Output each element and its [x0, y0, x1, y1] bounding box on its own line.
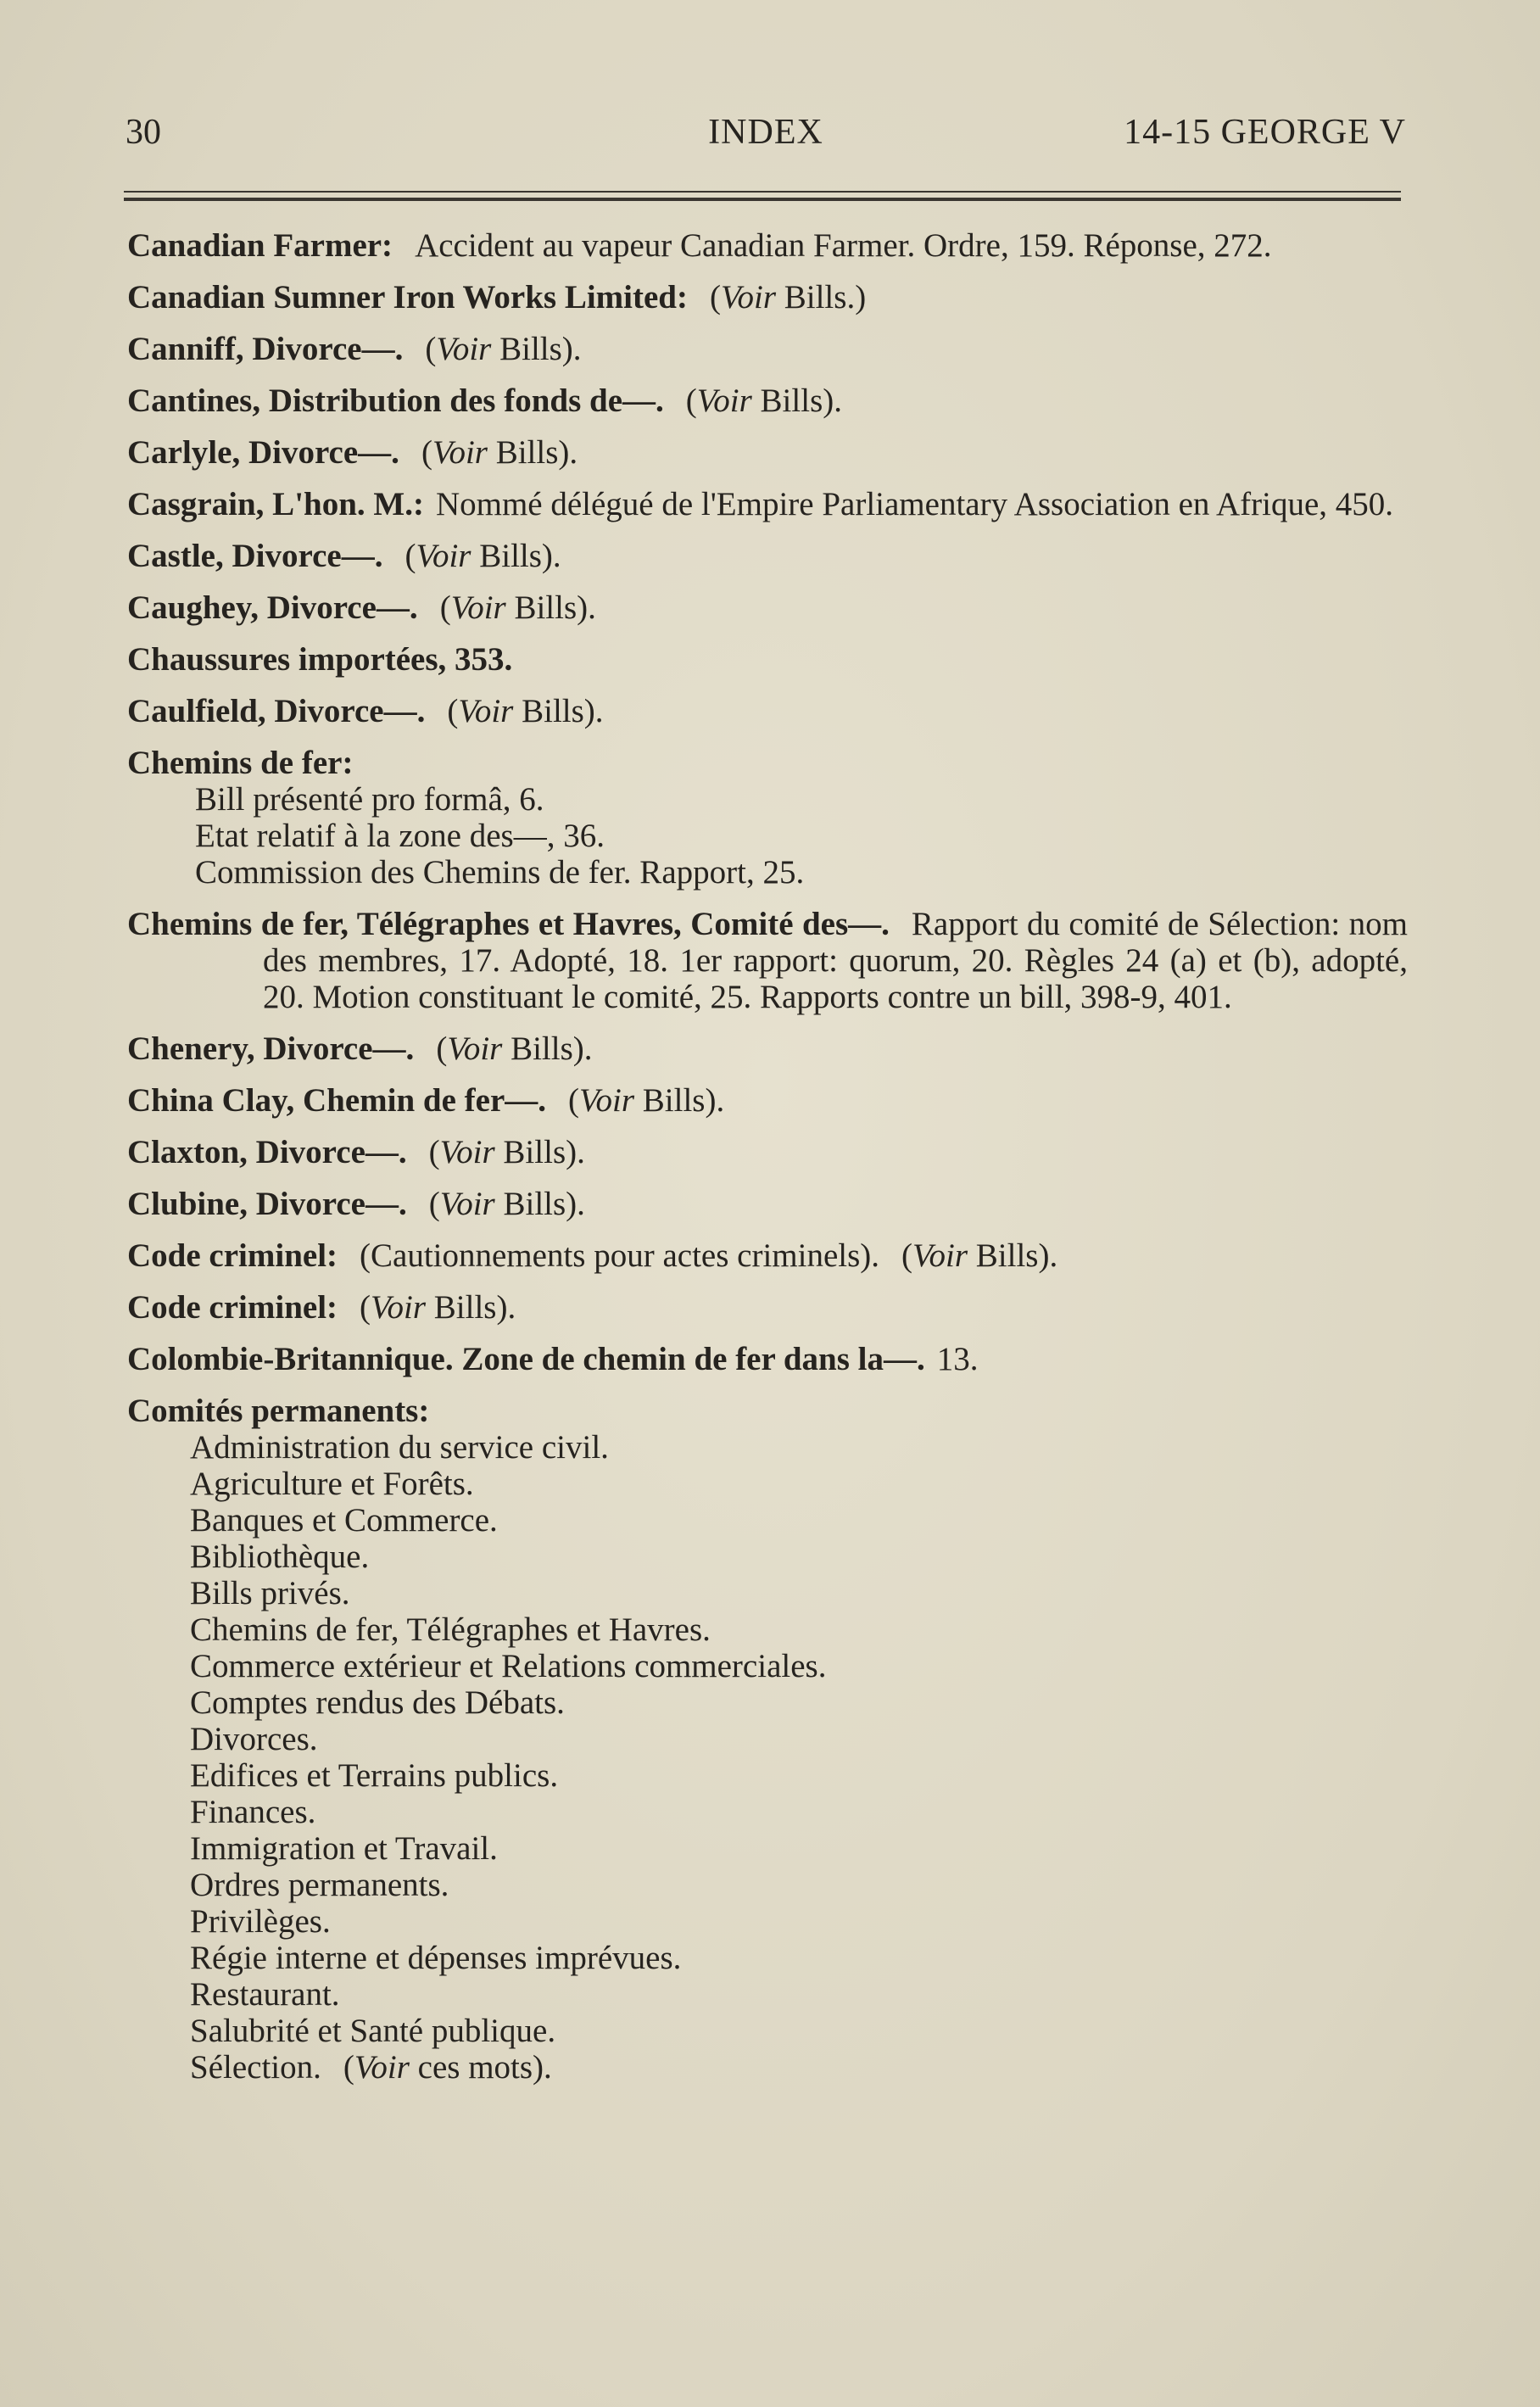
sub-entry: Privilèges. [190, 1903, 331, 1940]
entry-reference: Bills). [522, 693, 604, 729]
index-entry-chenery: Chenery, Divorce—. (Voir Bills). [127, 1030, 593, 1067]
voir-reference: Voir [720, 279, 776, 316]
entry-heading: Claxton, Divorce—. [127, 1134, 407, 1170]
sub-entry: Edifices et Terrains publics. [190, 1757, 559, 1794]
entry-reference: Bills). [511, 1030, 593, 1067]
index-entry-carlyle: Carlyle, Divorce—. (Voir Bills). [127, 434, 578, 471]
entry-reference: Bills). [499, 331, 582, 367]
sub-entry: Commission des Chemins de fer. Rapport, 25. [195, 854, 805, 891]
entry-heading: Code criminel: [127, 1237, 338, 1274]
sub-entries [127, 1429, 1408, 2086]
entry-text: Accident au vapeur Canadian Farmer. Ordre, 159. Réponse, 272. [415, 227, 1272, 264]
voir-reference: Voir [436, 331, 492, 367]
entry-heading: Canniff, Divorce—. [127, 331, 404, 367]
entry-heading: Canadian Sumner Iron Works Limited: [127, 279, 688, 316]
entry-heading: China Clay, Chemin de fer—. [127, 1082, 547, 1119]
entry-reference: Bills). [479, 538, 561, 574]
voir-reference: Voir [579, 1082, 635, 1119]
voir-reference: Voir [447, 1030, 503, 1067]
entry-heading: Comités permanents: [127, 1393, 430, 1429]
voir-reference: Voir [439, 1134, 495, 1170]
index-entry-canadian-farmer [127, 227, 1408, 264]
sub-entry: Comptes rendus des Débats. [190, 1684, 565, 1721]
entry-heading: Chaussures importées, 353. [127, 641, 513, 678]
sub-entry-last: Sélection. (Voir ces mots). [190, 2049, 552, 2086]
entry-reference: 13. [936, 1341, 979, 1377]
entry-heading: Caughey, Divorce—. [127, 589, 418, 626]
entry-heading: Chenery, Divorce—. [127, 1030, 415, 1067]
sub-entry: Chemins de fer, Télégraphes et Havres. [190, 1611, 711, 1648]
sub-entry: Bibliothèque. [190, 1539, 370, 1575]
entry-reference: Bills). [503, 1134, 585, 1170]
sub-entry: Agriculture et Forêts. [190, 1466, 474, 1502]
entry-heading: Clubine, Divorce—. [127, 1186, 407, 1222]
entry-heading: Colombie-Britannique. Zone de chemin de fer dans la—. [127, 1341, 925, 1377]
entry-heading: Chemins de fer, Télégraphes et Havres, Comité des—. [127, 906, 890, 942]
index-entry-caughey: Caughey, Divorce—. (Voir Bills). [127, 589, 596, 626]
entry-reference: Bills). [975, 1237, 1058, 1274]
index-entry-canadian-sumner: Canadian Sumner Iron Works Limited: (Voir Bills.) [127, 279, 867, 316]
entry-heading: Castle, Divorce—. [127, 538, 383, 574]
index-entry-canniff: Canniff, Divorce—. (Voir Bills). [127, 331, 582, 367]
index-entry-caulfield: Caulfield, Divorce—. (Voir Bills). [127, 693, 604, 729]
entry-heading: Casgrain, L'hon. M.: [127, 486, 424, 522]
sub-entry: Salubrité et Santé publique. [190, 2013, 556, 2049]
index-entry-cantines: Cantines, Distribution des fonds de—. (Voir Bills). [127, 383, 842, 419]
entry-reference: Bills). [503, 1186, 585, 1222]
sub-entry: Restaurant. [190, 1976, 340, 2013]
voir-reference: Voir [439, 1186, 495, 1222]
voir-reference: Voir [416, 538, 471, 574]
index-entry-colombie-britannique [127, 1341, 1408, 1377]
index-entries [127, 227, 1408, 2101]
entry-text: Nommé délégué de l'Empire Parliamentary Association en Afrique, 450. [435, 486, 1394, 522]
sub-entries [127, 781, 1408, 891]
index-entry-castle: Castle, Divorce—. (Voir Bills). [127, 538, 561, 574]
index-entry-casgrain [127, 486, 1408, 522]
entry-text: Rapport du comité de Sélection: nom des membres, 17. Adopté, 18. 1er rapport: quorum, 20. Règles 24 (a) et (b), adopté, 20. Motion constituant le comité, 25. Rapports contre un bill, 398-9, 401. [263, 906, 1408, 1015]
index-entry-code-criminel-2: Code criminel: (Voir Bills). [127, 1289, 516, 1326]
page-header [126, 112, 1406, 163]
index-entry-comite-chemins [127, 906, 1408, 1015]
entry-reference: ces mots). [417, 2049, 552, 2086]
index-entry-claxton: Claxton, Divorce—. (Voir Bills). [127, 1134, 585, 1170]
index-entry-chemins-de-fer [127, 745, 1408, 891]
voir-reference: Voir [696, 383, 752, 419]
entry-reference: Bills). [760, 383, 842, 419]
sub-entry: Administration du service civil. [190, 1429, 609, 1466]
voir-reference: Voir [371, 1289, 427, 1326]
voir-reference: Voir [432, 434, 488, 471]
index-entry-china-clay: China Clay, Chemin de fer—. (Voir Bills). [127, 1082, 725, 1119]
sub-entry-text: Sélection. [190, 2049, 321, 2086]
voir-reference: Voir [458, 693, 514, 729]
sub-entry: Bills privés. [190, 1575, 350, 1611]
header-rule-thin [124, 191, 1401, 193]
index-entry-clubine: Clubine, Divorce—. (Voir Bills). [127, 1186, 585, 1222]
voir-reference: Voir [354, 2049, 410, 2086]
sub-entry: Immigration et Travail. [190, 1830, 498, 1867]
entry-heading: Carlyle, Divorce—. [127, 434, 399, 471]
entry-heading: Code criminel: [127, 1289, 338, 1326]
regnal-year: 14-15 GEORGE V [1124, 113, 1406, 152]
entry-heading: Canadian Farmer: [127, 227, 393, 264]
entry-reference: Bills). [642, 1082, 725, 1119]
index-entry-code-criminel-1: Code criminel: (Cautionnements pour actes criminels). (Voir Bills). [127, 1237, 1058, 1274]
index-entry-chaussures [127, 641, 1408, 678]
sub-entry: Régie interne et dépenses imprévues. [190, 1940, 682, 1976]
entry-reference: Bills). [514, 589, 596, 626]
sub-entry: Divorces. [190, 1721, 318, 1757]
entry-reference: Bills). [495, 434, 578, 471]
page-number: 30 [126, 113, 161, 152]
voir-reference: Voir [450, 589, 506, 626]
sub-entry: Etat relatif à la zone des—, 36. [195, 818, 605, 854]
sub-entry: Finances. [190, 1794, 316, 1830]
voir-reference: Voir [912, 1237, 968, 1274]
entry-text: (Cautionnements pour actes criminels). [360, 1237, 880, 1274]
page-title: INDEX [708, 113, 823, 152]
entry-reference: Bills.) [784, 279, 867, 316]
sub-entry: Banques et Commerce. [190, 1502, 498, 1539]
entry-heading: Caulfield, Divorce—. [127, 693, 426, 729]
entry-reference: Bills). [433, 1289, 516, 1326]
sub-entry: Ordres permanents. [190, 1867, 449, 1903]
header-rule-thick [124, 198, 1401, 201]
entry-heading: Cantines, Distribution des fonds de—. [127, 383, 664, 419]
index-entry-comites-permanents [127, 1393, 1408, 2086]
sub-entry: Bill présenté pro formâ, 6. [195, 781, 544, 818]
entry-heading: Chemins de fer: [127, 745, 354, 781]
sub-entry: Commerce extérieur et Relations commerciales. [190, 1648, 827, 1684]
